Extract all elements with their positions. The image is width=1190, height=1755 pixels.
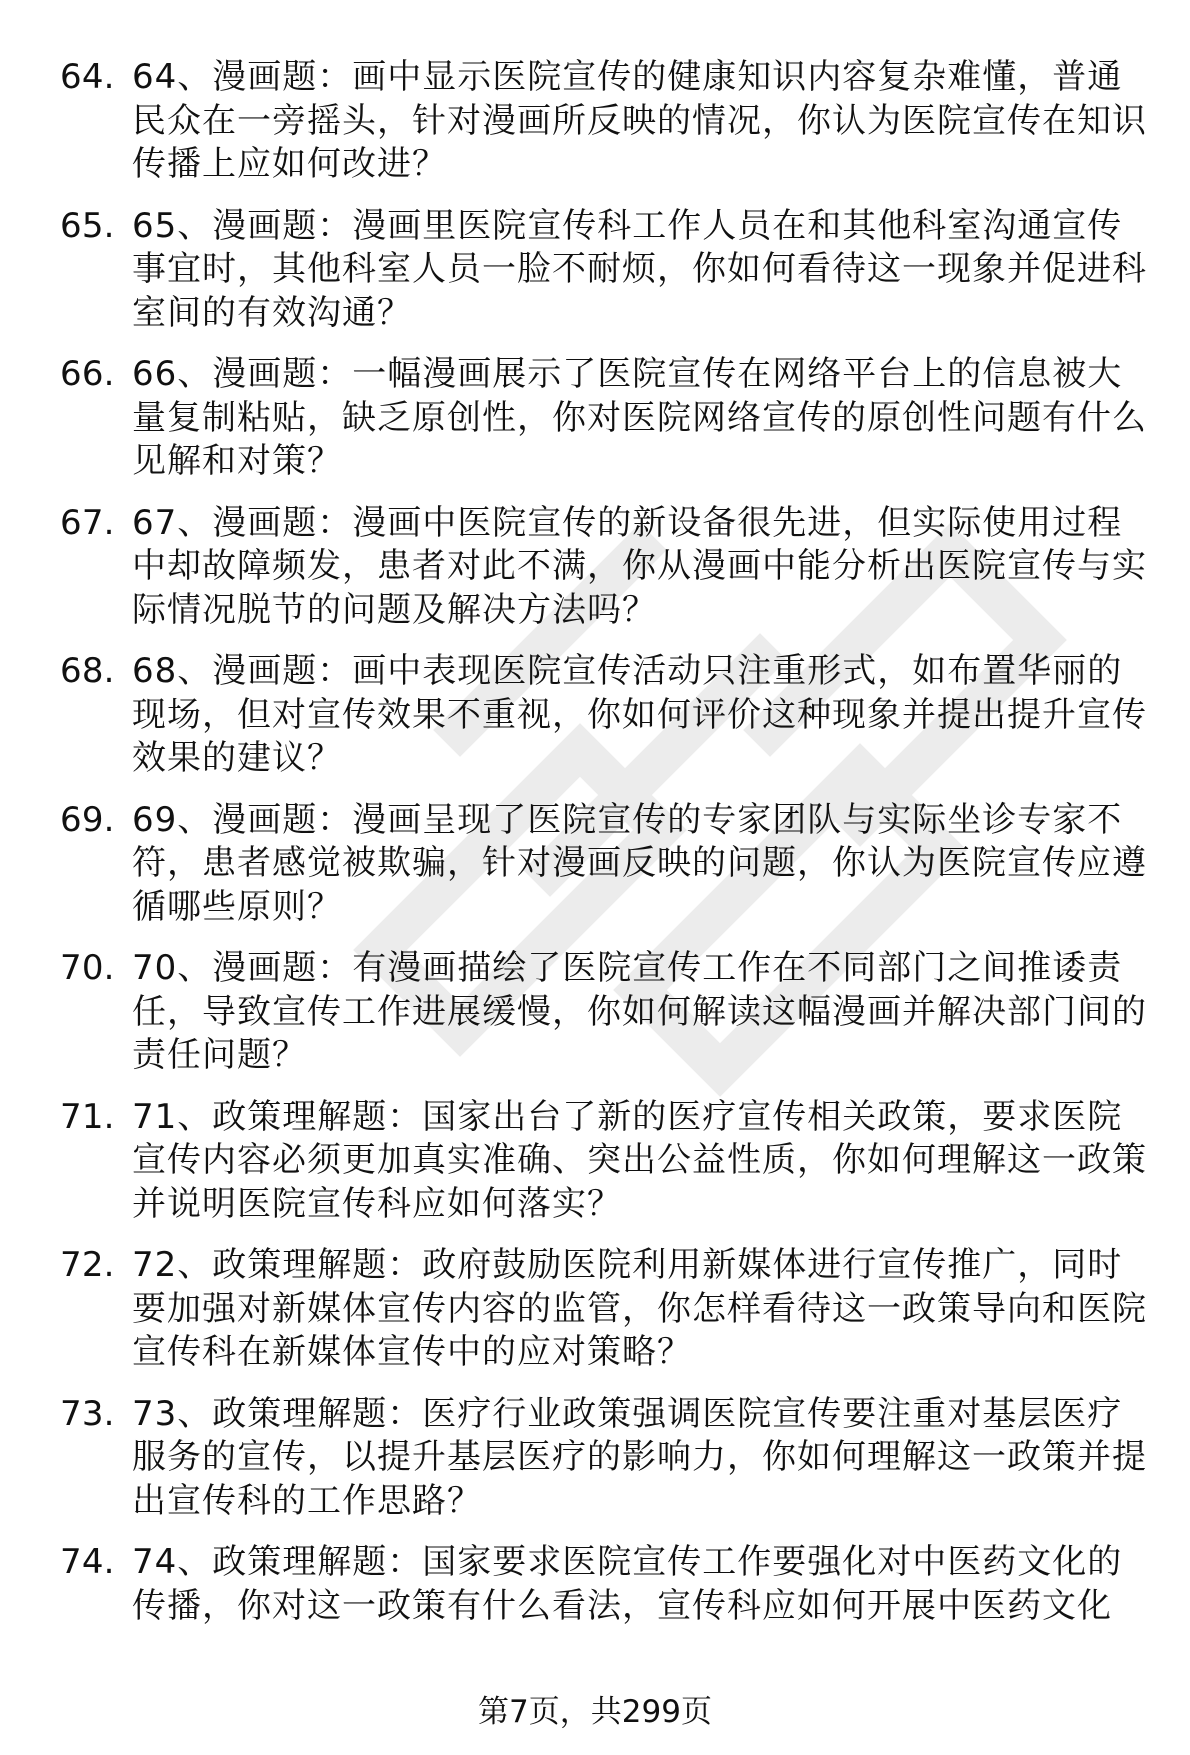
- question-number: 72.: [60, 1245, 115, 1285]
- question-text: 69、漫画题：漫画呈现了医院宣传的专家团队与实际坐诊专家不符，患者感觉被欺骗，针对漫画反映的问题，你认为医院宣传应遵循哪些原则？: [132, 799, 1147, 927]
- question-number: 66.: [60, 354, 115, 394]
- question-number: 64.: [60, 57, 115, 97]
- question-item: [60, 947, 1150, 1078]
- question-text: 71、政策理解题：国家出台了新的医疗宣传相关政策，要求医院宣传内容必须更加真实准确、突出公益性质，你如何理解这一政策并说明医院宣传科应如何落实？: [132, 1096, 1147, 1224]
- question-item: [60, 1096, 1150, 1227]
- question-item: [60, 799, 1150, 930]
- question-text: 68、漫画题：画中表现医院宣传活动只注重形式，如布置华丽的现场，但对宣传效果不重视，你如何评价这种现象并提出提升宣传效果的建议？: [132, 651, 1147, 778]
- question-item: [60, 502, 1150, 633]
- question-item: [60, 1541, 1150, 1628]
- question-number: 68.: [60, 651, 115, 691]
- question-number: 70.: [60, 948, 115, 988]
- question-text: 74、政策理解题：国家要求医院宣传工作要强化对中医药文化的传播，你对这一政策有什么看法，宣传科应如何开展中医药文化: [132, 1542, 1123, 1626]
- question-number: 65.: [60, 205, 115, 246]
- question-text: 72、政策理解题：政府鼓励医院利用新媒体进行宣传推广，同时要加强对新媒体宣传内容的监管，你怎样看待这一政策导向和医院宣传科在新媒体宣传中的应对策略？: [132, 1245, 1147, 1372]
- question-item: [60, 1244, 1150, 1375]
- question-item: [60, 353, 1150, 484]
- question-number: 69.: [60, 799, 115, 840]
- question-number: 67.: [60, 502, 115, 543]
- question-item: [60, 205, 1150, 336]
- question-list: [60, 56, 1150, 1646]
- question-item: [60, 650, 1150, 781]
- question-item: [60, 1393, 1150, 1524]
- question-number: 73.: [60, 1393, 115, 1434]
- question-item: [60, 56, 1150, 187]
- question-text: 73、政策理解题：医疗行业政策强调医院宣传要注重对基层医疗服务的宣传，以提升基层医疗的影响力，你如何理解这一政策并提出宣传科的工作思路？: [132, 1393, 1147, 1521]
- question-number: 74.: [60, 1542, 115, 1582]
- question-text: 64、漫画题：画中显示医院宣传的健康知识内容复杂难懂，普通民众在一旁摇头，针对漫画所反映的情况，你认为医院宣传在知识传播上应如何改进？: [132, 57, 1147, 184]
- page-footer: 第7页，共299页: [478, 1694, 712, 1730]
- question-text: 66、漫画题：一幅漫画展示了医院宣传在网络平台上的信息被大量复制粘贴，缺乏原创性，你对医院网络宣传的原创性问题有什么见解和对策？: [132, 354, 1147, 481]
- question-number: 71.: [60, 1096, 115, 1137]
- question-text: 65、漫画题：漫画里医院宣传科工作人员在和其他科室沟通宣传事宜时，其他科室人员一脸不耐烦，你如何看待这一现象并促进科室间的有效沟通？: [132, 205, 1147, 333]
- question-text: 67、漫画题：漫画中医院宣传的新设备很先进，但实际使用过程中却故障频发，患者对此不满，你从漫画中能分析出医院宣传与实际情况脱节的问题及解决方法吗？: [132, 502, 1147, 630]
- question-text: 70、漫画题：有漫画描绘了医院宣传工作在不同部门之间推诿责任，导致宣传工作进展缓慢，你如何解读这幅漫画并解决部门间的责任问题？: [132, 948, 1147, 1075]
